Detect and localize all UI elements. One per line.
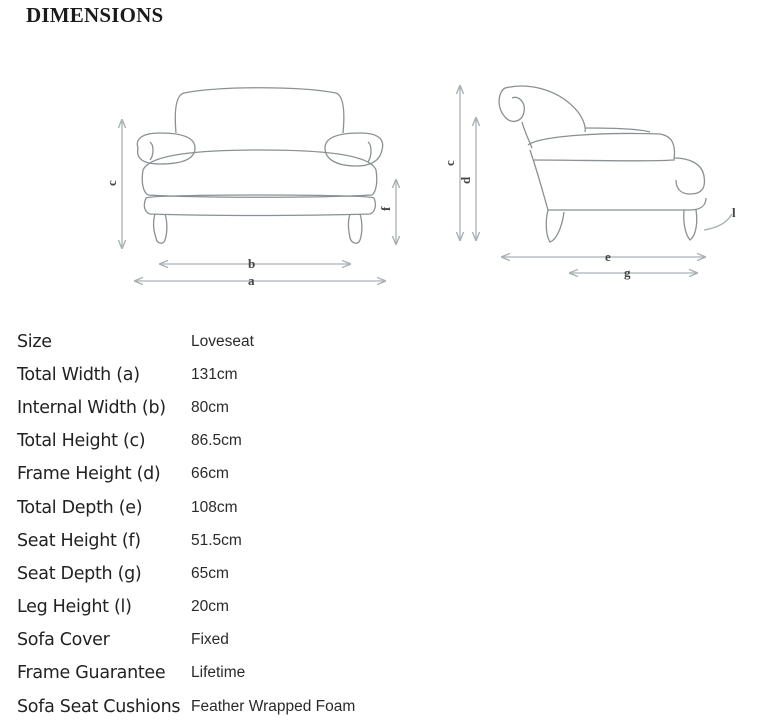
spec-label: Size xyxy=(17,331,52,352)
spec-value: 20cm xyxy=(191,598,229,616)
spec-label: Seat Height (f) xyxy=(17,530,141,551)
label-e: e xyxy=(605,249,611,264)
label-c-front: c xyxy=(104,180,119,186)
spec-row-seat-cushions xyxy=(17,690,737,723)
spec-label: Total Height (c) xyxy=(17,431,146,452)
spec-row-leg-height xyxy=(17,591,737,624)
spec-label: Frame Height (d) xyxy=(17,464,161,485)
label-c-side: c xyxy=(442,160,457,166)
spec-row-frame-height xyxy=(17,458,737,491)
spec-value: Feather Wrapped Foam xyxy=(191,697,356,715)
spec-row-total-height xyxy=(17,425,737,458)
spec-value: Loveseat xyxy=(191,332,254,350)
spec-label: Sofa Seat Cushions xyxy=(17,696,181,717)
sofa-side-view xyxy=(499,86,706,242)
spec-row-total-width xyxy=(17,358,737,391)
spec-label: Frame Guarantee xyxy=(17,663,166,684)
page-title: DIMENSIONS xyxy=(26,3,164,27)
label-g: g xyxy=(624,265,631,280)
spec-value: 65cm xyxy=(191,564,229,582)
spec-value: 131cm xyxy=(191,365,238,383)
spec-row-frame-guarantee xyxy=(17,657,737,690)
spec-label: Internal Width (b) xyxy=(17,397,166,418)
specifications-table xyxy=(17,325,737,723)
label-b: b xyxy=(248,256,256,271)
dimensions-diagram xyxy=(0,60,761,330)
spec-row-sofa-cover xyxy=(17,624,737,657)
spec-value: 86.5cm xyxy=(191,432,242,450)
spec-row-seat-height xyxy=(17,524,737,557)
spec-value: 80cm xyxy=(191,398,229,416)
spec-value: 51.5cm xyxy=(191,531,242,549)
spec-row-seat-depth xyxy=(17,557,737,590)
spec-label: Total Depth (e) xyxy=(17,497,143,518)
spec-row-size xyxy=(17,325,737,358)
label-d: d xyxy=(458,176,473,184)
label-a: a xyxy=(248,273,255,288)
front-dimension-arrows xyxy=(122,120,396,281)
side-dimension-arrows xyxy=(460,86,732,273)
spec-value: Lifetime xyxy=(191,664,246,682)
spec-row-internal-width xyxy=(17,391,737,424)
spec-value: 66cm xyxy=(191,465,229,483)
label-l: l xyxy=(732,205,736,220)
spec-label: Seat Depth (g) xyxy=(17,563,142,584)
sofa-front-view xyxy=(137,88,382,243)
spec-value: Fixed xyxy=(191,631,229,649)
spec-row-total-depth xyxy=(17,491,737,524)
label-f: f xyxy=(378,206,393,211)
spec-label: Total Width (a) xyxy=(17,364,140,385)
spec-label: Leg Height (l) xyxy=(17,597,132,618)
spec-value: 108cm xyxy=(191,498,238,516)
spec-label: Sofa Cover xyxy=(17,630,110,651)
